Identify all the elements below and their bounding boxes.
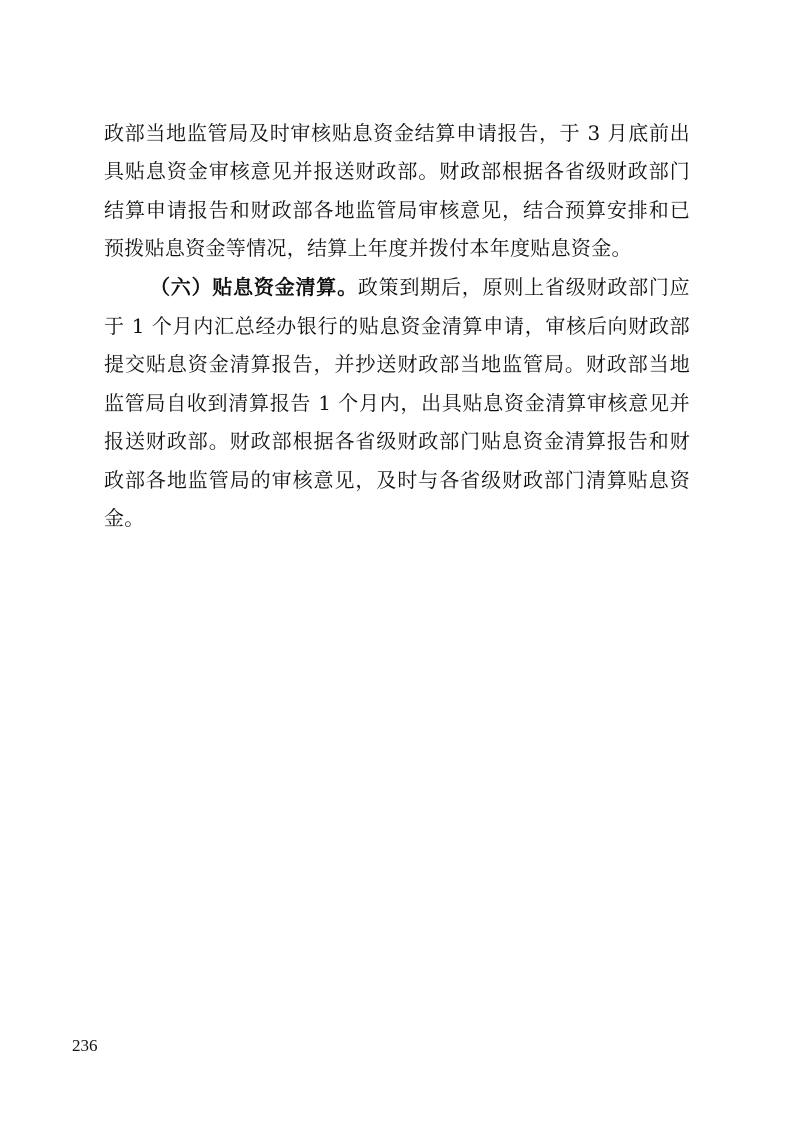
paragraph-2-line-4: 监管局自收到清算报告 1 个月内，出具贴息资金清算审核意见并 [104,391,690,415]
paragraph-2-line-1-text: 政策到期后，原则上省级财政部门应 [357,275,690,299]
paragraph-2-line-2: 于 1 个月内汇总经办银行的贴息资金清算申请，审核后向财政部 [104,314,690,338]
paragraph-2-line-1 [150,273,690,301]
paragraph-2-line-3: 提交贴息资金清算报告，并抄送财政部当地监管局。财政部当地 [104,352,690,376]
paragraph-2-line-7: 金。 [104,506,145,530]
paragraph-1-line-4: 预拨贴息资金等情况，结算上年度并拨付本年度贴息资金。 [104,236,632,260]
paragraph-1-line-3: 结算申请报告和财政部各地监管局审核意见，结合预算安排和已 [104,198,690,222]
paragraph-2-line-5: 报送财政部。财政部根据各省级财政部门贴息资金清算报告和财 [104,429,690,453]
paragraph-1-line-2: 具贴息资金审核意见并报送财政部。财政部根据各省级财政部门 [104,159,690,183]
paragraph-2-line-6: 政部各地监管局的审核意见，及时与各省级财政部门清算贴息资 [104,468,690,492]
page-number: 236 [72,1036,98,1055]
paragraph-1-line-1: 政部当地监管局及时审核贴息资金结算申请报告，于 3 月底前出 [104,121,690,145]
section-heading: （六）贴息资金清算。 [150,275,358,299]
